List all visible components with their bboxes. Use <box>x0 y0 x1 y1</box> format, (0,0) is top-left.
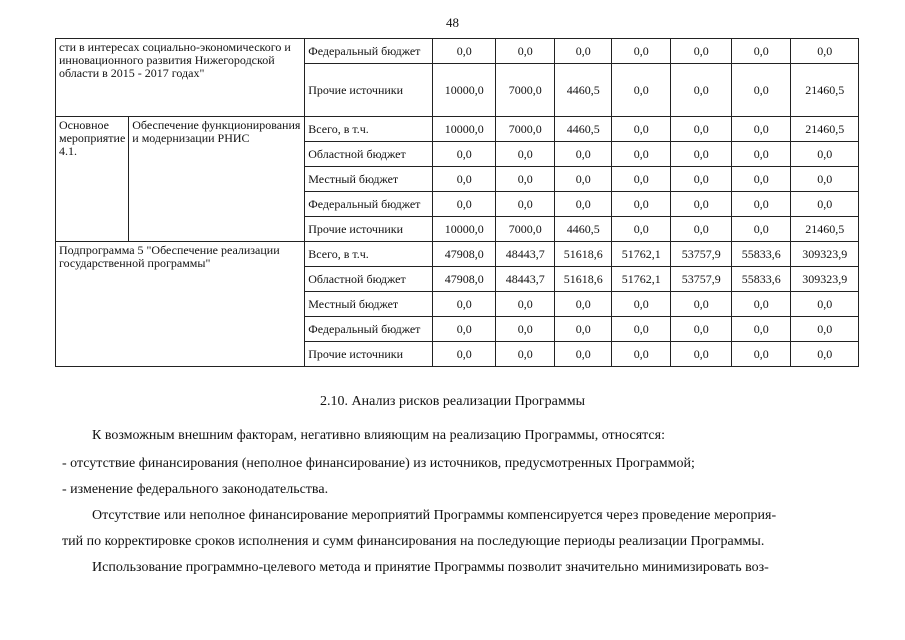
value-cell: 0,0 <box>732 292 791 317</box>
value-cell: 0,0 <box>612 342 671 367</box>
value-cell: 0,0 <box>612 142 671 167</box>
value-cell: 10000,0 <box>433 117 496 142</box>
value-cell: 0,0 <box>555 39 612 64</box>
value-cell: 0,0 <box>555 142 612 167</box>
value-cell: 0,0 <box>496 317 555 342</box>
value-cell: 0,0 <box>732 342 791 367</box>
total-cell: 21460,5 <box>791 117 859 142</box>
value-cell: 0,0 <box>612 64 671 117</box>
funding-source: Прочие источники <box>305 342 433 367</box>
value-cell: 4460,5 <box>555 64 612 117</box>
value-cell: 0,0 <box>671 217 732 242</box>
total-cell: 0,0 <box>791 192 859 217</box>
activity-label: Основное мероприятие 4.1. <box>56 117 129 242</box>
value-cell: 47908,0 <box>433 267 496 292</box>
value-cell: 10000,0 <box>433 217 496 242</box>
value-cell: 0,0 <box>732 317 791 342</box>
value-cell: 0,0 <box>671 64 732 117</box>
value-cell: 0,0 <box>732 117 791 142</box>
value-cell: 0,0 <box>496 342 555 367</box>
subprogram-label: Подпрограмма 5 "Обеспечение реализации государственной программы" <box>56 242 305 367</box>
value-cell: 51762,1 <box>612 267 671 292</box>
value-cell: 0,0 <box>732 39 791 64</box>
funding-source: Всего, в т.ч. <box>305 117 433 142</box>
total-cell: 21460,5 <box>791 217 859 242</box>
value-cell: 48443,7 <box>496 242 555 267</box>
value-cell: 0,0 <box>496 39 555 64</box>
paragraph: К возможным внешним факторам, негативно влияющим на реализацию Программы, относятся: <box>92 428 665 443</box>
activity-description: Обеспечение функционирования и модернизации РНИС <box>129 117 305 242</box>
value-cell: 7000,0 <box>496 64 555 117</box>
program-label: сти в интересах социально-экономического и инновационного развития Нижегородской области в 2015 - 2017 годах" <box>56 39 305 117</box>
funding-source: Всего, в т.ч. <box>305 242 433 267</box>
value-cell: 0,0 <box>555 167 612 192</box>
value-cell: 0,0 <box>671 192 732 217</box>
value-cell: 0,0 <box>732 192 791 217</box>
funding-source: Местный бюджет <box>305 167 433 192</box>
value-cell: 0,0 <box>732 167 791 192</box>
total-cell: 21460,5 <box>791 64 859 117</box>
value-cell: 4460,5 <box>555 117 612 142</box>
value-cell: 48443,7 <box>496 267 555 292</box>
section-title: 2.10. Анализ рисков реализации Программы <box>320 394 585 409</box>
value-cell: 0,0 <box>433 192 496 217</box>
list-item: - изменение федерального законодательства. <box>62 482 329 497</box>
paragraph: Отсутствие или неполное финансирование мероприятий Программы компенсируется через проведение мероприя- <box>92 508 777 523</box>
list-item: - отсутствие финансирования (неполное финансирование) из источников, предусмотренных Программой; <box>62 456 695 471</box>
value-cell: 0,0 <box>612 117 671 142</box>
table-row <box>56 117 859 142</box>
value-cell: 0,0 <box>671 39 732 64</box>
value-cell: 0,0 <box>433 39 496 64</box>
value-cell: 0,0 <box>732 64 791 117</box>
funding-source: Областной бюджет <box>305 267 433 292</box>
total-cell: 0,0 <box>791 142 859 167</box>
value-cell: 0,0 <box>671 292 732 317</box>
value-cell: 4460,5 <box>555 217 612 242</box>
budget-table <box>55 38 859 367</box>
value-cell: 0,0 <box>555 192 612 217</box>
value-cell: 0,0 <box>671 142 732 167</box>
value-cell: 7000,0 <box>496 217 555 242</box>
total-cell: 0,0 <box>791 292 859 317</box>
value-cell: 0,0 <box>612 217 671 242</box>
value-cell: 0,0 <box>671 317 732 342</box>
value-cell: 0,0 <box>496 192 555 217</box>
value-cell: 0,0 <box>732 142 791 167</box>
value-cell: 7000,0 <box>496 117 555 142</box>
funding-source: Федеральный бюджет <box>305 192 433 217</box>
value-cell: 0,0 <box>555 292 612 317</box>
value-cell: 53757,9 <box>671 242 732 267</box>
total-cell: 309323,9 <box>791 242 859 267</box>
value-cell: 0,0 <box>555 317 612 342</box>
value-cell: 0,0 <box>496 167 555 192</box>
value-cell: 0,0 <box>433 317 496 342</box>
value-cell: 55833,6 <box>732 267 791 292</box>
funding-source: Прочие источники <box>305 217 433 242</box>
total-cell: 0,0 <box>791 342 859 367</box>
value-cell: 0,0 <box>496 292 555 317</box>
value-cell: 0,0 <box>732 217 791 242</box>
total-cell: 309323,9 <box>791 267 859 292</box>
paragraph: Использование программно-целевого метода и принятие Программы позволит значительно минимизировать воз- <box>92 560 769 575</box>
value-cell: 51762,1 <box>612 242 671 267</box>
value-cell: 0,0 <box>612 292 671 317</box>
value-cell: 0,0 <box>612 167 671 192</box>
funding-source: Местный бюджет <box>305 292 433 317</box>
value-cell: 0,0 <box>433 292 496 317</box>
value-cell: 0,0 <box>671 342 732 367</box>
table-row <box>56 242 859 267</box>
table-row <box>56 39 859 64</box>
funding-source: Федеральный бюджет <box>305 39 433 64</box>
value-cell: 0,0 <box>671 167 732 192</box>
funding-source: Областной бюджет <box>305 142 433 167</box>
value-cell: 0,0 <box>433 342 496 367</box>
value-cell: 0,0 <box>671 117 732 142</box>
paragraph: тий по корректировке сроков исполнения и сумм финансирования на последующие периоды реализации Программы. <box>62 534 765 549</box>
total-cell: 0,0 <box>791 167 859 192</box>
value-cell: 0,0 <box>612 192 671 217</box>
value-cell: 55833,6 <box>732 242 791 267</box>
value-cell: 51618,6 <box>555 267 612 292</box>
value-cell: 0,0 <box>612 39 671 64</box>
value-cell: 0,0 <box>433 142 496 167</box>
value-cell: 0,0 <box>555 342 612 367</box>
value-cell: 47908,0 <box>433 242 496 267</box>
funding-source: Прочие источники <box>305 64 433 117</box>
value-cell: 0,0 <box>496 142 555 167</box>
funding-source: Федеральный бюджет <box>305 317 433 342</box>
value-cell: 10000,0 <box>433 64 496 117</box>
value-cell: 0,0 <box>612 317 671 342</box>
value-cell: 51618,6 <box>555 242 612 267</box>
page-number: 48 <box>446 15 459 30</box>
total-cell: 0,0 <box>791 317 859 342</box>
total-cell: 0,0 <box>791 39 859 64</box>
value-cell: 0,0 <box>433 167 496 192</box>
value-cell: 53757,9 <box>671 267 732 292</box>
